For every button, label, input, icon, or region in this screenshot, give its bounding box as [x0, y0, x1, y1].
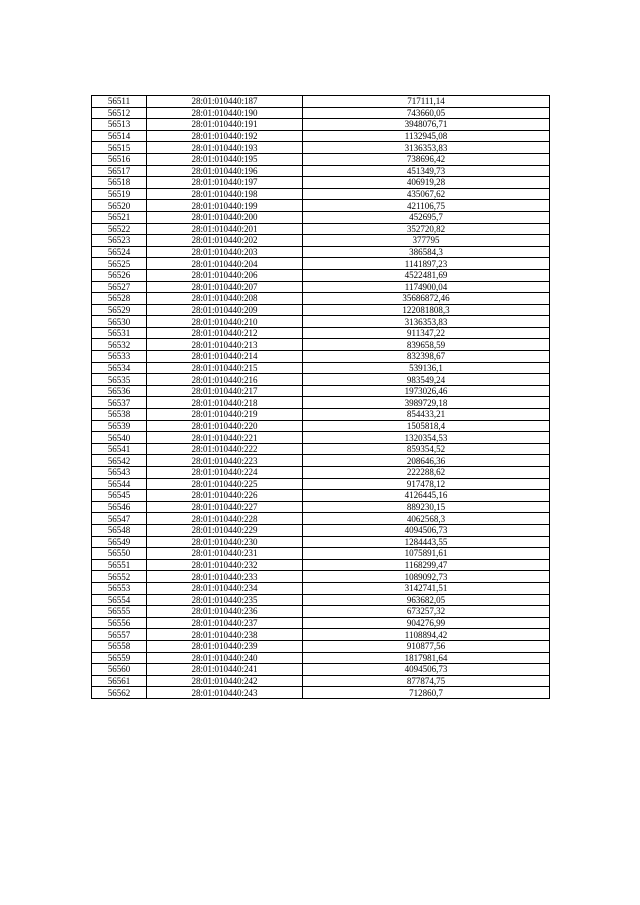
value-cell: 1320354,53 [303, 432, 550, 444]
row-number-cell: 56543 [92, 467, 147, 479]
row-number-cell: 56513 [92, 119, 147, 131]
cadastral-number-cell: 28:01:010440:231 [147, 548, 303, 560]
table-row [92, 687, 550, 699]
table-row [92, 513, 550, 525]
value-cell: 904276,99 [303, 617, 550, 629]
row-number-cell: 56541 [92, 443, 147, 455]
cadastral-value-table [91, 95, 550, 699]
value-cell: 3136353,83 [303, 316, 550, 328]
row-number-cell: 56516 [92, 153, 147, 165]
table-row [92, 397, 550, 409]
value-cell: 4126445,16 [303, 490, 550, 502]
cadastral-number-cell: 28:01:010440:229 [147, 524, 303, 536]
table-row [92, 96, 550, 108]
row-number-cell: 56531 [92, 327, 147, 339]
cadastral-number-cell: 28:01:010440:212 [147, 327, 303, 339]
cadastral-number-cell: 28:01:010440:227 [147, 501, 303, 513]
row-number-cell: 56528 [92, 293, 147, 305]
row-number-cell: 56545 [92, 490, 147, 502]
cadastral-number-cell: 28:01:010440:223 [147, 455, 303, 467]
value-cell: 4094506,73 [303, 664, 550, 676]
cadastral-number-cell: 28:01:010440:239 [147, 640, 303, 652]
row-number-cell: 56525 [92, 258, 147, 270]
cadastral-number-cell: 28:01:010440:195 [147, 153, 303, 165]
cadastral-number-cell: 28:01:010440:203 [147, 246, 303, 258]
table-row [92, 351, 550, 363]
cadastral-number-cell: 28:01:010440:241 [147, 664, 303, 676]
table-row [92, 130, 550, 142]
row-number-cell: 56526 [92, 269, 147, 281]
cadastral-number-cell: 28:01:010440:236 [147, 606, 303, 618]
value-cell: 406919,28 [303, 177, 550, 189]
table-row [92, 362, 550, 374]
table-row [92, 269, 550, 281]
table-row [92, 235, 550, 247]
table-row [92, 211, 550, 223]
cadastral-number-cell: 28:01:010440:215 [147, 362, 303, 374]
value-cell: 911347,22 [303, 327, 550, 339]
value-cell: 451349,73 [303, 165, 550, 177]
cadastral-number-cell: 28:01:010440:209 [147, 304, 303, 316]
value-cell: 3989729,18 [303, 397, 550, 409]
cadastral-number-cell: 28:01:010440:199 [147, 200, 303, 212]
table-row [92, 246, 550, 258]
value-cell: 963682,05 [303, 594, 550, 606]
value-cell: 4094506,73 [303, 524, 550, 536]
row-number-cell: 56536 [92, 385, 147, 397]
value-cell: 539136,1 [303, 362, 550, 374]
table-row [92, 467, 550, 479]
row-number-cell: 56511 [92, 96, 147, 108]
row-number-cell: 56547 [92, 513, 147, 525]
value-cell: 983549,24 [303, 374, 550, 386]
table-row [92, 571, 550, 583]
value-cell: 421106,75 [303, 200, 550, 212]
table-row [92, 374, 550, 386]
cadastral-number-cell: 28:01:010440:202 [147, 235, 303, 247]
table-row [92, 443, 550, 455]
row-number-cell: 56534 [92, 362, 147, 374]
cadastral-number-cell: 28:01:010440:230 [147, 536, 303, 548]
row-number-cell: 56554 [92, 594, 147, 606]
row-number-cell: 56521 [92, 211, 147, 223]
value-cell: 352720,82 [303, 223, 550, 235]
value-cell: 1075891,61 [303, 548, 550, 560]
cadastral-number-cell: 28:01:010440:187 [147, 96, 303, 108]
value-cell: 4062568,3 [303, 513, 550, 525]
table-row [92, 339, 550, 351]
row-number-cell: 56535 [92, 374, 147, 386]
row-number-cell: 56550 [92, 548, 147, 560]
table-row [92, 142, 550, 154]
value-cell: 910877,56 [303, 640, 550, 652]
cadastral-number-cell: 28:01:010440:226 [147, 490, 303, 502]
row-number-cell: 56548 [92, 524, 147, 536]
cadastral-number-cell: 28:01:010440:222 [147, 443, 303, 455]
cadastral-number-cell: 28:01:010440:204 [147, 258, 303, 270]
table-row [92, 165, 550, 177]
value-cell: 712860,7 [303, 687, 550, 699]
table-row [92, 385, 550, 397]
table-row [92, 664, 550, 676]
cadastral-number-cell: 28:01:010440:232 [147, 559, 303, 571]
row-number-cell: 56515 [92, 142, 147, 154]
row-number-cell: 56532 [92, 339, 147, 351]
row-number-cell: 56551 [92, 559, 147, 571]
value-cell: 1817981,64 [303, 652, 550, 664]
row-number-cell: 56539 [92, 420, 147, 432]
value-cell: 1089092,73 [303, 571, 550, 583]
cadastral-number-cell: 28:01:010440:235 [147, 594, 303, 606]
cadastral-number-cell: 28:01:010440:210 [147, 316, 303, 328]
table-row [92, 594, 550, 606]
cadastral-number-cell: 28:01:010440:242 [147, 675, 303, 687]
value-cell: 377795 [303, 235, 550, 247]
value-cell: 859354,52 [303, 443, 550, 455]
cadastral-number-cell: 28:01:010440:237 [147, 617, 303, 629]
row-number-cell: 56561 [92, 675, 147, 687]
table-row [92, 177, 550, 189]
value-cell: 917478,12 [303, 478, 550, 490]
value-cell: 3136353,83 [303, 142, 550, 154]
table-row [92, 478, 550, 490]
row-number-cell: 56530 [92, 316, 147, 328]
value-cell: 1168299,47 [303, 559, 550, 571]
table-row [92, 455, 550, 467]
table-row [92, 258, 550, 270]
table-row [92, 524, 550, 536]
cadastral-number-cell: 28:01:010440:224 [147, 467, 303, 479]
row-number-cell: 56533 [92, 351, 147, 363]
cadastral-number-cell: 28:01:010440:198 [147, 188, 303, 200]
value-cell: 877874,75 [303, 675, 550, 687]
cadastral-number-cell: 28:01:010440:201 [147, 223, 303, 235]
table-row [92, 293, 550, 305]
table-row [92, 200, 550, 212]
value-cell: 386584,3 [303, 246, 550, 258]
table-body [92, 96, 550, 699]
table-row [92, 675, 550, 687]
row-number-cell: 56556 [92, 617, 147, 629]
row-number-cell: 56538 [92, 409, 147, 421]
value-cell: 1973026,46 [303, 385, 550, 397]
value-cell: 4522481,69 [303, 269, 550, 281]
value-cell: 717111,14 [303, 96, 550, 108]
table-row [92, 548, 550, 560]
value-cell: 222288,62 [303, 467, 550, 479]
table-row [92, 316, 550, 328]
cadastral-number-cell: 28:01:010440:238 [147, 629, 303, 641]
table-row [92, 536, 550, 548]
value-cell: 1284443,55 [303, 536, 550, 548]
table-row [92, 617, 550, 629]
value-cell: 1108894,42 [303, 629, 550, 641]
value-cell: 3142741,51 [303, 582, 550, 594]
table-row [92, 327, 550, 339]
table-row [92, 606, 550, 618]
row-number-cell: 56522 [92, 223, 147, 235]
row-number-cell: 56560 [92, 664, 147, 676]
cadastral-number-cell: 28:01:010440:216 [147, 374, 303, 386]
row-number-cell: 56537 [92, 397, 147, 409]
cadastral-number-cell: 28:01:010440:213 [147, 339, 303, 351]
cadastral-number-cell: 28:01:010440:193 [147, 142, 303, 154]
value-cell: 122081808,3 [303, 304, 550, 316]
cadastral-number-cell: 28:01:010440:200 [147, 211, 303, 223]
table-row [92, 501, 550, 513]
value-cell: 889230,15 [303, 501, 550, 513]
cadastral-number-cell: 28:01:010440:208 [147, 293, 303, 305]
table-row [92, 432, 550, 444]
row-number-cell: 56542 [92, 455, 147, 467]
cadastral-number-cell: 28:01:010440:233 [147, 571, 303, 583]
row-number-cell: 56544 [92, 478, 147, 490]
table-row [92, 629, 550, 641]
row-number-cell: 56549 [92, 536, 147, 548]
value-cell: 3948076,71 [303, 119, 550, 131]
row-number-cell: 56527 [92, 281, 147, 293]
cadastral-number-cell: 28:01:010440:196 [147, 165, 303, 177]
row-number-cell: 56512 [92, 107, 147, 119]
cadastral-number-cell: 28:01:010440:221 [147, 432, 303, 444]
cadastral-number-cell: 28:01:010440:225 [147, 478, 303, 490]
row-number-cell: 56558 [92, 640, 147, 652]
cadastral-number-cell: 28:01:010440:219 [147, 409, 303, 421]
table-row [92, 119, 550, 131]
value-cell: 435067,62 [303, 188, 550, 200]
cadastral-number-cell: 28:01:010440:190 [147, 107, 303, 119]
cadastral-number-cell: 28:01:010440:192 [147, 130, 303, 142]
row-number-cell: 56553 [92, 582, 147, 594]
table-row [92, 652, 550, 664]
row-number-cell: 56555 [92, 606, 147, 618]
table-row [92, 490, 550, 502]
cadastral-number-cell: 28:01:010440:228 [147, 513, 303, 525]
row-number-cell: 56540 [92, 432, 147, 444]
value-cell: 673257,32 [303, 606, 550, 618]
row-number-cell: 56517 [92, 165, 147, 177]
value-cell: 832398,67 [303, 351, 550, 363]
table-row [92, 223, 550, 235]
row-number-cell: 56559 [92, 652, 147, 664]
table-row [92, 281, 550, 293]
value-cell: 35686872,46 [303, 293, 550, 305]
row-number-cell: 56514 [92, 130, 147, 142]
row-number-cell: 56524 [92, 246, 147, 258]
value-cell: 452695,7 [303, 211, 550, 223]
cadastral-number-cell: 28:01:010440:197 [147, 177, 303, 189]
row-number-cell: 56562 [92, 687, 147, 699]
row-number-cell: 56546 [92, 501, 147, 513]
value-cell: 1174900,04 [303, 281, 550, 293]
table-row [92, 640, 550, 652]
value-cell: 738696,42 [303, 153, 550, 165]
row-number-cell: 56519 [92, 188, 147, 200]
cadastral-number-cell: 28:01:010440:214 [147, 351, 303, 363]
table-row [92, 107, 550, 119]
value-cell: 1141897,23 [303, 258, 550, 270]
cadastral-number-cell: 28:01:010440:243 [147, 687, 303, 699]
cadastral-number-cell: 28:01:010440:206 [147, 269, 303, 281]
cadastral-number-cell: 28:01:010440:207 [147, 281, 303, 293]
value-cell: 1132945,08 [303, 130, 550, 142]
value-cell: 208646,36 [303, 455, 550, 467]
cadastral-number-cell: 28:01:010440:218 [147, 397, 303, 409]
table-row [92, 559, 550, 571]
cadastral-number-cell: 28:01:010440:217 [147, 385, 303, 397]
cadastral-number-cell: 28:01:010440:220 [147, 420, 303, 432]
table-row [92, 304, 550, 316]
cadastral-number-cell: 28:01:010440:234 [147, 582, 303, 594]
row-number-cell: 56518 [92, 177, 147, 189]
cadastral-number-cell: 28:01:010440:191 [147, 119, 303, 131]
table-row [92, 582, 550, 594]
table-row [92, 420, 550, 432]
row-number-cell: 56557 [92, 629, 147, 641]
value-cell: 839658,59 [303, 339, 550, 351]
cadastral-number-cell: 28:01:010440:240 [147, 652, 303, 664]
value-cell: 743660,05 [303, 107, 550, 119]
row-number-cell: 56529 [92, 304, 147, 316]
row-number-cell: 56520 [92, 200, 147, 212]
row-number-cell: 56523 [92, 235, 147, 247]
table-row [92, 188, 550, 200]
row-number-cell: 56552 [92, 571, 147, 583]
table-row [92, 409, 550, 421]
value-cell: 1505818,4 [303, 420, 550, 432]
table-row [92, 153, 550, 165]
value-cell: 854433,21 [303, 409, 550, 421]
